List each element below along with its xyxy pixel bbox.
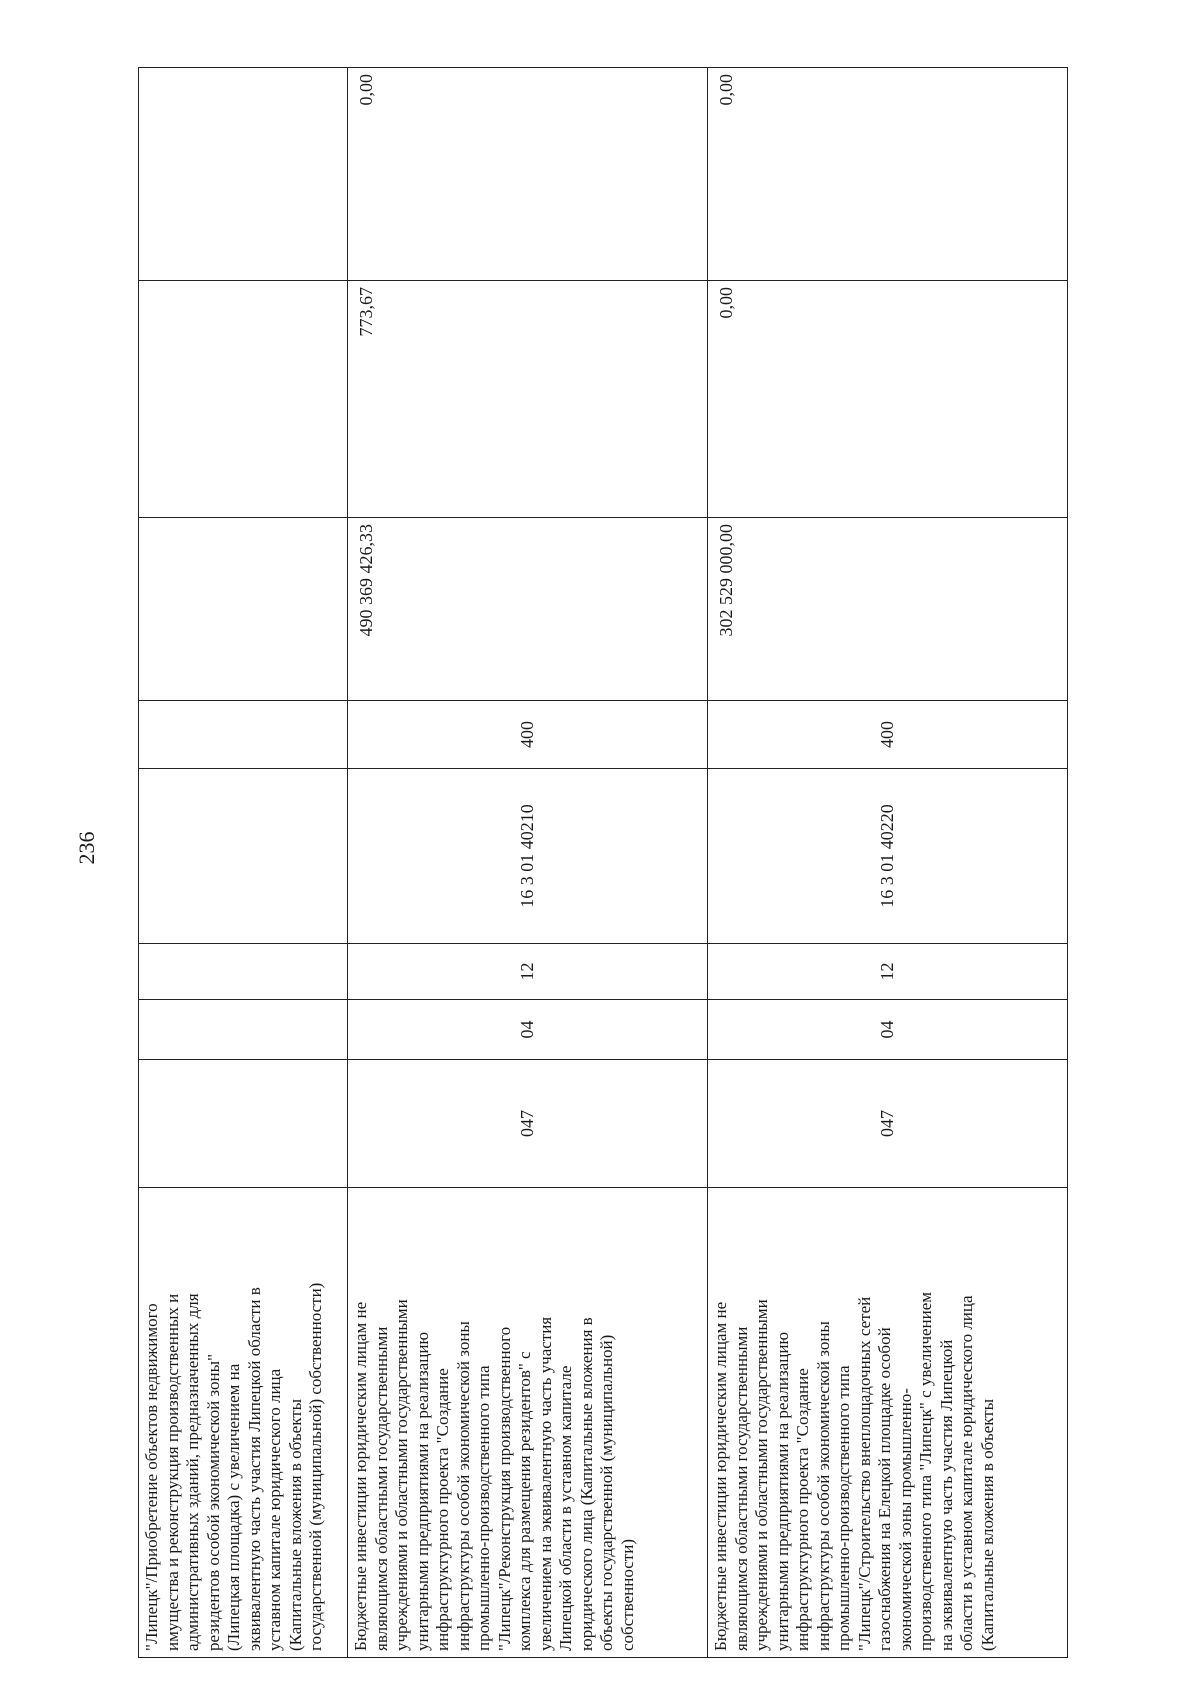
amount: 490 369 426,33 xyxy=(348,518,708,701)
budget-table-rotated xyxy=(138,68,1088,1658)
admin-code xyxy=(139,1060,348,1188)
value3: 0,00 xyxy=(348,68,708,281)
table-row xyxy=(139,68,348,1658)
amount: 302 529 000,00 xyxy=(708,518,1068,701)
section-code: 04 xyxy=(708,1000,1068,1060)
value3: 0,00 xyxy=(708,68,1068,281)
amount xyxy=(139,518,348,701)
table-row xyxy=(348,68,708,1658)
section-code xyxy=(139,1000,348,1060)
subsection-code: 12 xyxy=(348,944,708,1000)
target-code: 16 3 01 40220 xyxy=(708,769,1068,944)
table-row xyxy=(708,68,1068,1658)
expense-type-code xyxy=(139,701,348,769)
subsection-code xyxy=(139,944,348,1000)
target-code xyxy=(139,769,348,944)
admin-code: 047 xyxy=(708,1060,1068,1188)
value2 xyxy=(139,281,348,518)
value2: 773,67 xyxy=(348,281,708,518)
row-description: Бюджетные инвестиции юридическим лицам не являющимся областными государственными учреждениями и областными государственными унитарными предприятиями на реализацию инфраструктурного проекта "Создание инфраструктуры особой экономической зоны промышленно-производственного типа "Липецк"/Строительство внеплощадочных сетей газоснабжения на Елецкой площадке особой экономической зоны промышленно- производственного типа "Липецк" с увеличением на эквивалентную часть участия Липецкой области в уставном капитале юридического лица (Капитальные вложения в объекты xyxy=(708,1188,1068,1658)
value3 xyxy=(139,68,348,281)
target-code: 16 3 01 40210 xyxy=(348,769,708,944)
value2: 0,00 xyxy=(708,281,1068,518)
expense-type-code: 400 xyxy=(348,701,708,769)
expense-type-code: 400 xyxy=(708,701,1068,769)
section-code: 04 xyxy=(348,1000,708,1060)
admin-code: 047 xyxy=(348,1060,708,1188)
row-description: "Липецк"/Приобретение объектов недвижимого имущества и реконструкция производственных и административных зданий, предназначенных для резидентов особой экономической зоны" (Липецкая площадка) с увеличением на эквивалентную часть участия Липецкой области в уставном капитале юридического лица (Капитальные вложения в объекты государственной (муниципальной) собственности) xyxy=(139,1188,348,1658)
budget-table xyxy=(138,67,1068,1658)
subsection-code: 12 xyxy=(708,944,1068,1000)
page-number: 236 xyxy=(74,831,99,865)
row-description: Бюджетные инвестиции юридическим лицам не являющимся областными государственными учреждениями и областными государственными унитарными предприятиями на реализацию инфраструктурного проекта "Создание инфраструктуры особой экономической зоны промышленно-производственного типа "Липецк"/Реконструкция производственного комплекса для размещения резидентов" с увеличением на эквивалентную часть участия Липецкой области в уставном капитале юридического лица (Капитальные вложения в объекты государственной (муниципальной) собственности) xyxy=(348,1188,708,1658)
